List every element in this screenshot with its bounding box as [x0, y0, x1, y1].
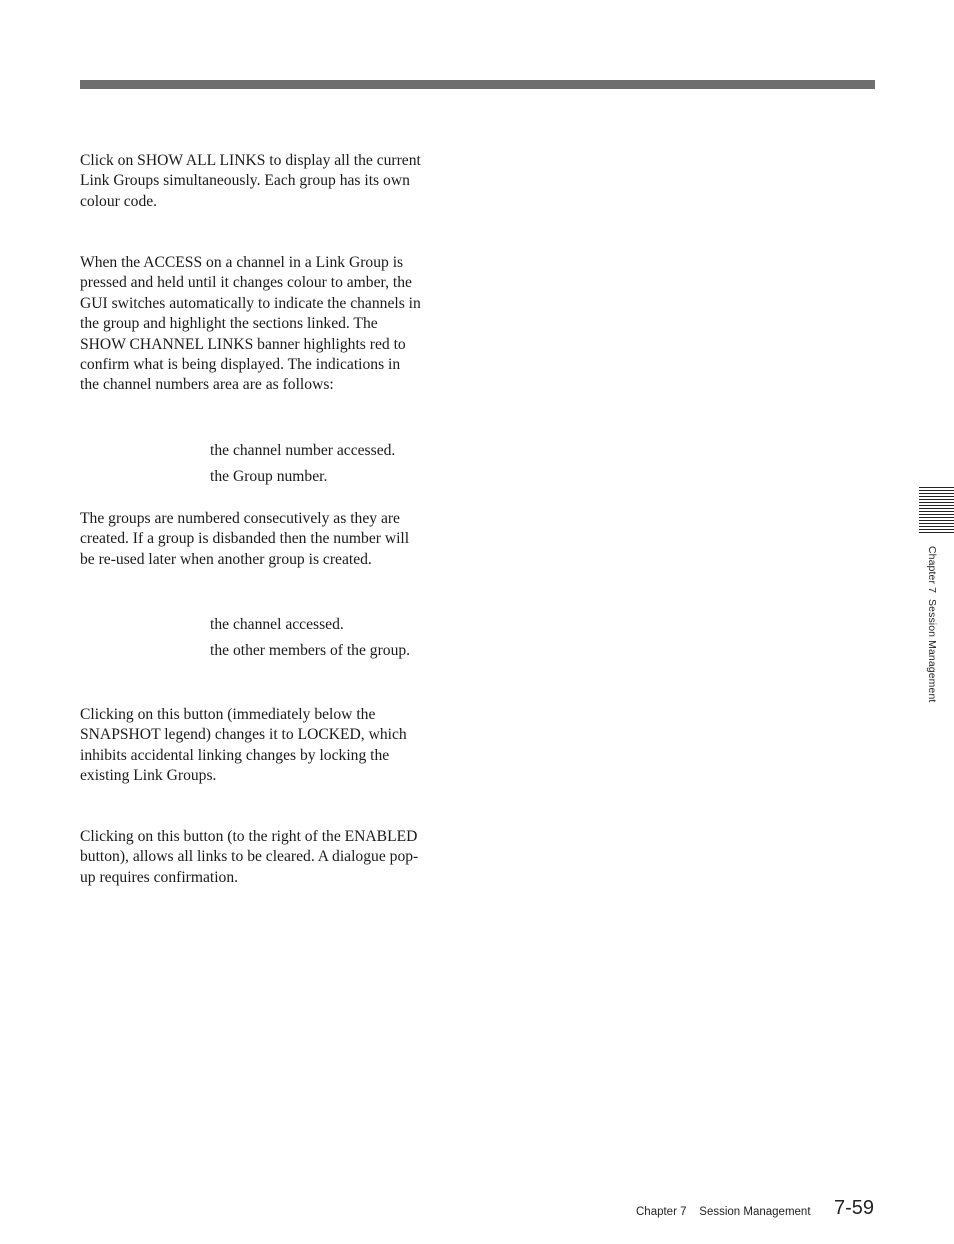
paragraph-show-all-links: Click on SHOW ALL LINKS to display all the current Link Groups simultaneously. Each group has its own colour code.	[80, 152, 421, 210]
paragraph-clear-links: Clicking on this button (to the right of the ENABLED button), allows all links to be cleared. A dialogue pop- up requires confirmation.	[80, 828, 419, 886]
page-number: 7-59	[834, 1197, 875, 1219]
chapter-thumb-tab	[919, 487, 954, 533]
footer-chapter-title: Chapter 7 Session Management	[636, 1206, 811, 1218]
paragraph-access-channel: When the ACCESS on a channel in a Link Group is pressed and held until it changes colour to amber, the GUI switches automatically to indicate the channels in the group and highlight the sections linked. The SHOW CHANNEL LINKS banner highlights red to confirm what is being displayed. The indications in the channel numbers area are as follows:	[80, 254, 421, 394]
paragraph-locked-button: Clicking on this button (immediately below the SNAPSHOT legend) changes it to LOCKED, which inhibits accidental linking changes by locking the existing Link Groups.	[80, 706, 407, 785]
indication-channel-accessed: the channel accessed.	[210, 616, 344, 633]
paragraph-group-numbering: The groups are numbered consecutively as they are created. If a group is disbanded then the number will be re-used later when another group is created.	[80, 510, 410, 568]
header-rule	[80, 80, 875, 89]
indication-channel-number: the channel number accessed.	[210, 442, 396, 459]
indication-group-number: the Group number.	[210, 468, 328, 485]
side-chapter-label: Chapter 7 Session Management	[926, 546, 938, 703]
indication-group-members: the other members of the group.	[210, 642, 411, 659]
